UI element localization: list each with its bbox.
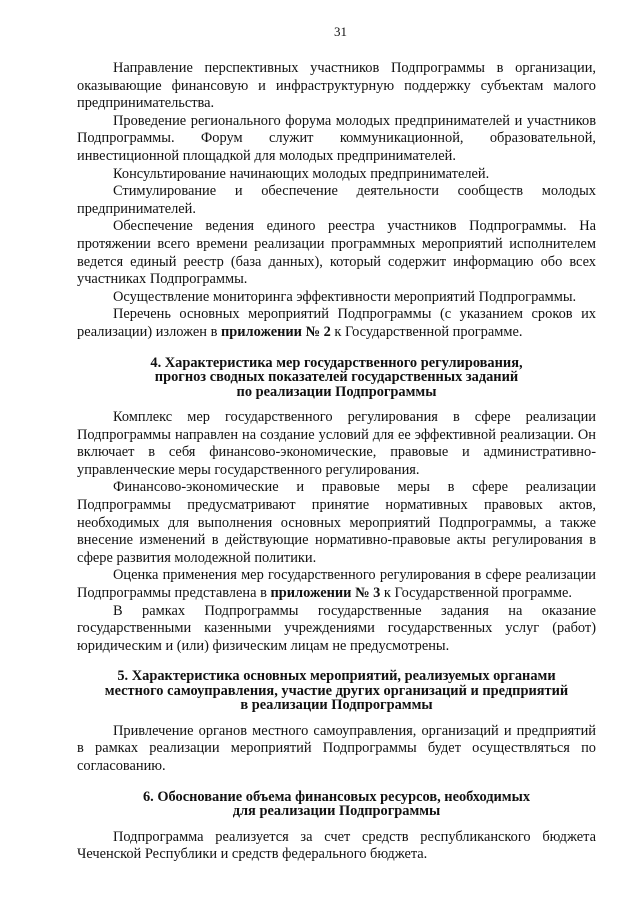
intro-block — [77, 60, 596, 342]
paragraph: Направление перспективных участников Подпрограммы в организации, оказывающие финансовую и инфраструктурную поддержку субъектам малого предпринимательства. — [77, 60, 596, 112]
heading-line: местного самоуправления, участие других организаций и предприятий — [104, 682, 569, 699]
paragraph: Финансово-экономические и правовые меры в сфере реализации Подпрограммы предусматривают принятие нормативных правовых актов, необходимых для выполнения основных мероприятий Подпрограммы, а также внесение изменений в действующие нормативно-правовые акты регулирования в сфере развития молодежной политики. — [77, 479, 596, 566]
paragraph: Комплекс мер государственного регулирования в сфере реализации Подпрограммы направлен на создание условий для ее эффективной реализации. Он включает в себя финансово-экономические, правовые и административно-управленческие меры государственного регулирования. — [77, 409, 596, 478]
paragraph-annex-3 — [77, 567, 596, 602]
paragraph-annex-2 — [77, 306, 596, 341]
paragraph: Подпрограмма реализуется за счет средств республиканского бюджета Чеченской Республики и средств федерального бюджета. — [77, 828, 596, 863]
heading-line: прогноз сводных показателей государственных заданий — [154, 369, 519, 385]
text: Перечень основных мероприятий Подпрограммы (с указанием сроков их реализации) изложен в — [77, 306, 596, 340]
text: к Государственной программе. — [380, 584, 572, 601]
annex-3-reference: приложении № 3 — [270, 584, 381, 601]
section-4-heading — [77, 356, 596, 400]
heading-line: в реализации Подпрограммы — [240, 697, 433, 714]
heading-line: 6. Обоснование объема финансовых ресурсов, необходимых — [142, 788, 531, 805]
annex-2-reference: приложении № 2 — [220, 323, 331, 340]
paragraph: В рамках Подпрограммы государственные задания на оказание государственными казенными учреждениями государственных услуг (работ) юридическим и (или) физическим лицам не предусмотрены. — [77, 602, 596, 654]
section-5-body — [77, 723, 596, 776]
section-6-body — [77, 829, 596, 864]
heading-line: для реализации Подпрограммы — [232, 803, 441, 820]
section-5-heading — [77, 669, 596, 713]
text: к Государственной программе. — [330, 323, 523, 340]
section-6-heading — [77, 790, 596, 819]
paragraph: Осуществление мониторинга эффективности мероприятий Подпрограммы. — [113, 288, 577, 305]
page-number: 31 — [334, 24, 347, 39]
paragraph: Привлечение органов местного самоуправления, организаций и предприятий в рамках реализации мероприятий Подпрограммы будет осуществляться по согласованию. — [77, 722, 596, 774]
paragraph: Проведение регионального форума молодых предпринимателей и участников Подпрограммы. Форум служит коммуникационной, образовательной, инвестиционной площадкой для молодых предпринимателей. — [77, 112, 596, 164]
text: Оценка применения мер государственного регулирования в сфере реализации Подпрограммы представлена в — [77, 567, 596, 601]
heading-line: по реализации Подпрограммы — [236, 383, 437, 400]
section-4-body — [77, 409, 596, 655]
paragraph: Обеспечение ведения единого реестра участников Подпрограммы. На протяжении всего времени реализации программных мероприятий исполнителем ведется единый реестр (база данных), который содержит информацию обо всех участниках Подпрограммы. — [77, 218, 596, 288]
paragraph: Стимулирование и обеспечение деятельности сообществ молодых предпринимателей. — [77, 183, 596, 217]
heading-line: 4. Характеристика мер государственного регулирования, — [150, 354, 523, 371]
paragraph: Консультирование начинающих молодых предпринимателей. — [113, 165, 490, 182]
heading-line: 5. Характеристика основных мероприятий, реализуемых органами — [117, 668, 556, 685]
